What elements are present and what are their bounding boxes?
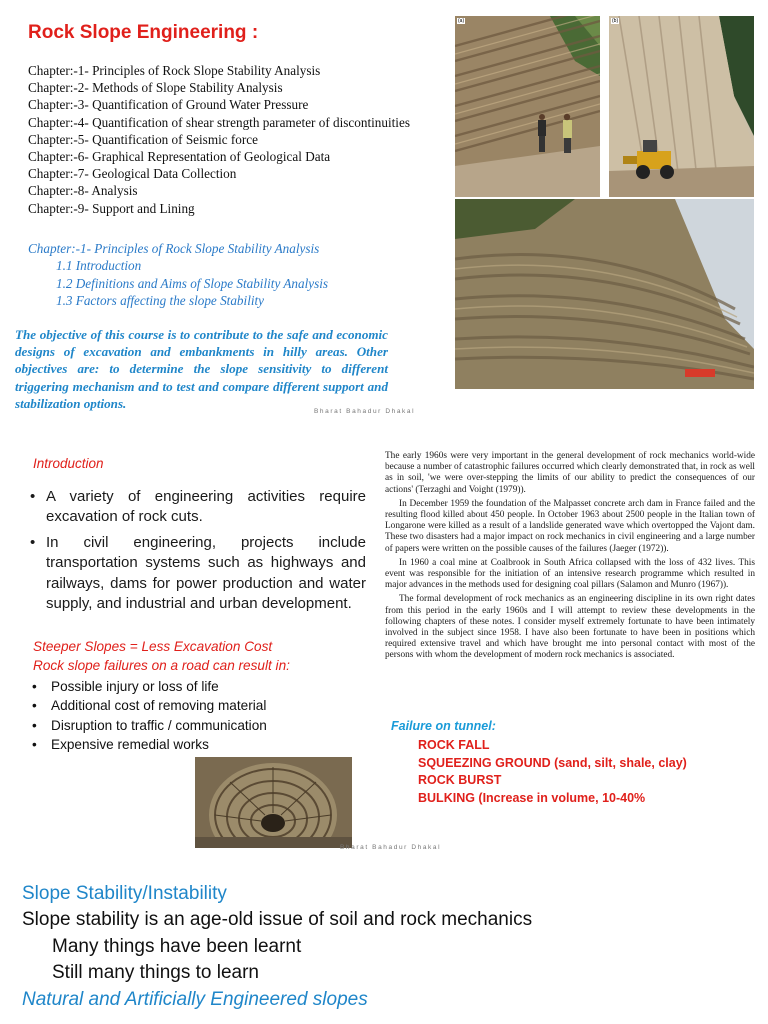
tunnel-failure-heading: Failure on tunnel: <box>391 719 496 733</box>
intro-bullets <box>30 487 366 619</box>
photo-label-a: (a) <box>458 18 465 24</box>
photo-rock-cut-road <box>455 16 600 197</box>
list-item: • In civil engineering, projects include transportation systems such as highways and railways, dams for power production and water supply, and industrial and urban development. <box>30 533 366 615</box>
quoted-paper-excerpt <box>385 451 755 665</box>
chapter1-subitem: 1.2 Definitions and Aims of Slope Stability Analysis <box>56 275 329 291</box>
chapter-list <box>28 62 410 217</box>
slope-stability-subline: Many things have been learnt <box>52 936 302 957</box>
chapter1-heading: Chapter:-1- Principles of Rock Slope Stability Analysis <box>28 241 320 256</box>
chapter1-subitem: 1.3 Factors affecting the slope Stability <box>56 293 265 309</box>
paper-paragraph: In 1960 a coal mine at Coalbrook in South Africa collapsed with the loss of 432 lives. This event was responsible for the initiation of an intensive research programme which resulted in major advances in the methods used for designing coal pillars (Salamon and Munro (1967)). <box>385 557 755 591</box>
steeper-slopes-note: Steeper Slopes = Less Excavation Cost <box>33 639 273 654</box>
photo-label-b: (b) <box>612 18 619 24</box>
chapter-item: Chapter:-7- Geological Data Collection <box>28 166 237 182</box>
paper-paragraph: The early 1960s were very important in the general development of rock mechanics world-wide because a number of catastrophic failures occurred which clearly demonstrated that, in rock as well as in soil, 'we were over-stepping the limits of our ability to predict the consequences of our actions' (Terzaghi and Voight (1979)). <box>385 451 755 495</box>
chapter-item: Chapter:-1- Principles of Rock Slope Stability Analysis <box>28 63 321 78</box>
excavation-illustration <box>609 16 754 197</box>
slope-stability-line: Slope stability is an age-old issue of soil and rock mechanics <box>22 909 533 930</box>
slope-stability-heading: Slope Stability/Instability <box>22 883 227 904</box>
chapter-item: Chapter:-8- Analysis <box>28 183 138 199</box>
slope-stability-subline: Still many things to learn <box>52 962 259 983</box>
layered-slope-illustration <box>455 199 754 389</box>
chapter1-outline <box>28 240 328 310</box>
course-objective: The objective of this course is to contribute to the safe and economic designs of excavation and embankments in hilly areas. Other objectives are: to determine the slope sensitivity to different triggering mechanism and to test and compare different support and stabilization options. <box>15 327 388 411</box>
list-item: • Disruption to traffic / communication <box>32 716 267 735</box>
paper-paragraph: The formal development of rock mechanics as an engineering discipline in its own right dates from this period in the early 1960s and I will attempt to review these developments in the following chapters of these notes. I consider myself extremely fortunate to have been intimately involved in the subject since 1958. I have also been fortunate to have been in positions which required extensive travel and which have brought me into personal contact with most of the persons with whom the development of modern rock mechanics is associated. <box>385 594 755 661</box>
list-item: • Expensive remedial works <box>32 735 267 754</box>
chapter-item: Chapter:-3- Quantification of Ground Water Pressure <box>28 97 309 113</box>
chapter-item: Chapter:-2- Methods of Slope Stability Analysis <box>28 80 283 96</box>
failure-consequences <box>32 677 267 754</box>
tunnel-illustration <box>195 757 352 848</box>
photo-layered-slope <box>455 199 754 389</box>
tunnel-failure-item: ROCK FALL <box>418 738 490 752</box>
slope-types-heading: Natural and Artificially Engineered slopes <box>22 989 368 1010</box>
chapter1-subitem: 1.1 Introduction <box>56 258 142 274</box>
tunnel-failure-item: SQUEEZING GROUND (sand, silt, shale, clay) <box>418 755 687 770</box>
chapter-item: Chapter:-6- Graphical Representation of Geological Data <box>28 149 331 165</box>
author-credit: Bharat Bahadur Dhakal <box>340 844 442 851</box>
paper-paragraph: In December 1959 the foundation of the Malpasset concrete arch dam in France failed and the resulting flood killed about 450 people. In October 1963 about 2500 people in the Italian town of Longarone were killed as a result of a landslide generated wave which overtopped the Vajont dam. These two disasters had a major impact on rock mechanics in civil engineering and a large number of papers were written on the possible causes of the failures (Jaeger (1972)). <box>385 498 755 554</box>
list-item: • Possible injury or loss of life <box>32 677 267 696</box>
rock-cut-illustration <box>455 16 600 197</box>
author-credit: Bharat Bahadur Dhakal <box>314 408 416 415</box>
tunnel-failure-item: BULKING (Increase in volume, 10-40% <box>418 790 646 805</box>
tunnel-failure-item: ROCK BURST <box>418 773 502 788</box>
failures-heading: Rock slope failures on a road can result in: <box>33 658 290 673</box>
list-item: • A variety of engineering activities require excavation of rock cuts. <box>30 487 366 528</box>
chapter-item: Chapter:-9- Support and Lining <box>28 200 195 216</box>
photo-excavation-loader <box>609 16 754 197</box>
page-title: Rock Slope Engineering : <box>28 22 259 43</box>
photo-tunnel <box>195 757 352 848</box>
chapter-item: Chapter:-4- Quantification of shear strength parameter of discontinuities <box>28 114 410 130</box>
chapter-item: Chapter:-5- Quantification of Seismic force <box>28 131 258 147</box>
tunnel-failure-list <box>418 737 687 807</box>
list-item: • Additional cost of removing material <box>32 696 267 715</box>
introduction-heading: Introduction <box>33 456 104 471</box>
